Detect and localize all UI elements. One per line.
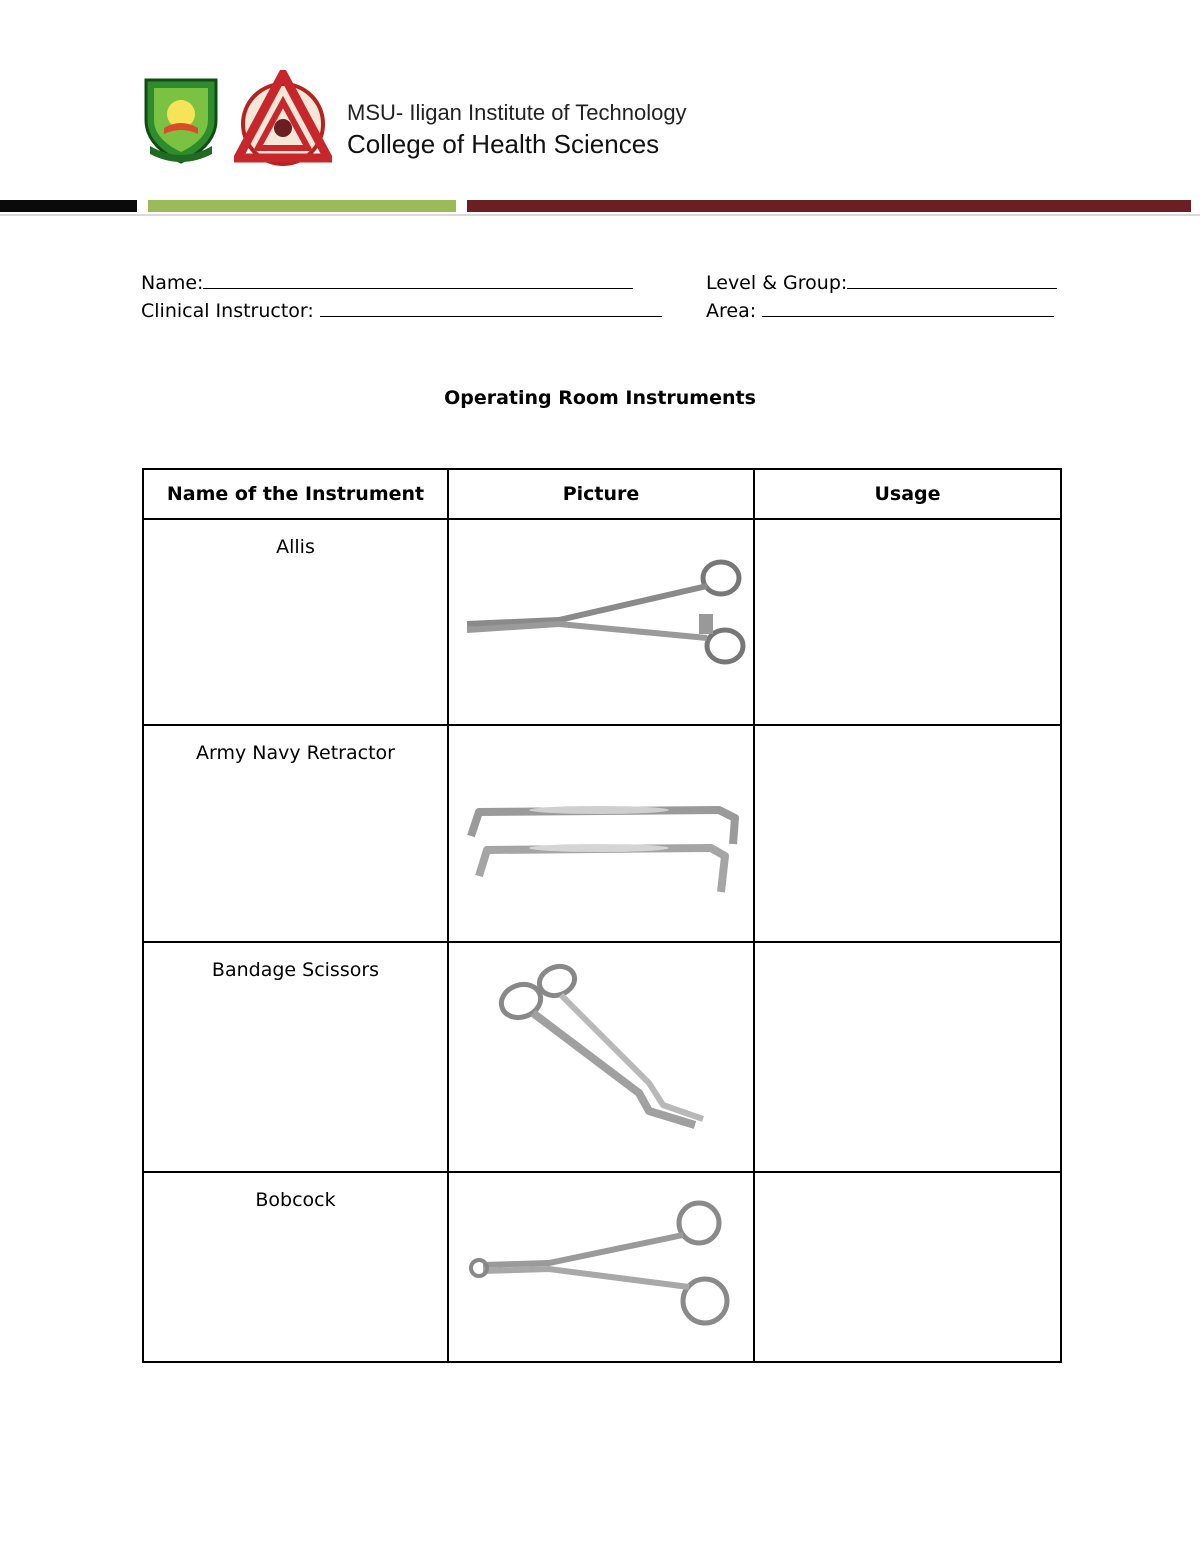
instrument-name: Bobcock: [143, 1172, 448, 1362]
header-divider: [0, 214, 1200, 216]
usage-cell[interactable]: [754, 725, 1061, 942]
name-blank[interactable]: [203, 270, 633, 289]
usage-cell[interactable]: [754, 942, 1061, 1172]
table-header-row: [143, 469, 1061, 519]
header-band-green: [148, 200, 456, 212]
clinical-instructor-field[interactable]: [141, 298, 662, 322]
level-group-blank[interactable]: [847, 270, 1057, 289]
table-row: [143, 725, 1061, 942]
column-header-usage: Usage: [754, 469, 1061, 519]
institution-name: MSU- Iligan Institute of Technology: [347, 100, 687, 125]
picture-cell: [448, 725, 754, 942]
instrument-name: Allis: [143, 519, 448, 725]
picture-cell: [448, 1172, 754, 1362]
msu-iit-seal-icon: [140, 76, 222, 164]
picture-cell: [448, 519, 754, 725]
instrument-table: [142, 468, 1062, 1363]
name-field[interactable]: [141, 270, 633, 294]
level-group-field[interactable]: [706, 270, 1057, 294]
area-blank[interactable]: [762, 298, 1054, 317]
name-label: Name:: [141, 272, 204, 294]
area-field[interactable]: [706, 298, 1054, 322]
picture-cell: [448, 942, 754, 1172]
college-name: College of Health Sciences: [347, 129, 660, 159]
level-group-label: Level & Group:: [706, 272, 848, 294]
table-row: [143, 519, 1061, 725]
table-row: [143, 1172, 1061, 1362]
instrument-name: Army Navy Retractor: [143, 725, 448, 942]
clinical-instructor-label: Clinical Instructor:: [141, 300, 314, 322]
table-row: [143, 942, 1061, 1172]
column-header-picture: Picture: [448, 469, 754, 519]
clinical-instructor-blank[interactable]: [320, 298, 662, 317]
header-band-black: [0, 200, 137, 212]
instrument-name: Bandage Scissors: [143, 942, 448, 1172]
page-title: Operating Room Instruments: [444, 387, 756, 409]
column-header-name: Name of the Instrument: [143, 469, 448, 519]
header-band-maroon: [467, 200, 1191, 212]
usage-cell[interactable]: [754, 1172, 1061, 1362]
chs-triangle-logo-icon: [234, 70, 332, 166]
usage-cell[interactable]: [754, 519, 1061, 725]
area-label: Area:: [706, 300, 757, 322]
